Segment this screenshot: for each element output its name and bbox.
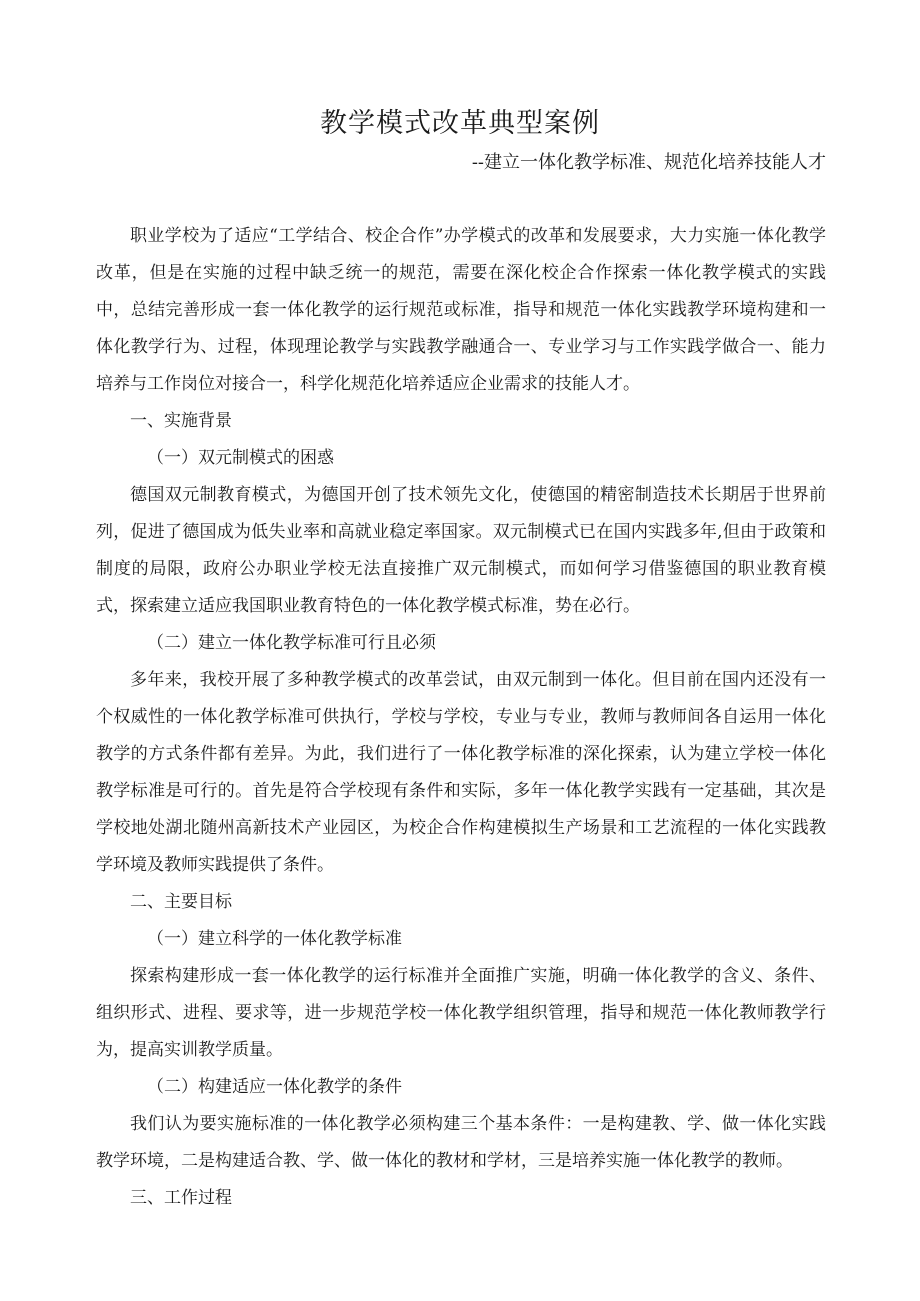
- subsection-heading-scientific-standard: （一）建立科学的一体化教学标准: [147, 929, 402, 949]
- section-heading-goals: 二、主要目标: [130, 892, 232, 912]
- subsection-heading-conditions: （二）构建适应一体化教学的条件: [147, 1077, 402, 1097]
- document-body: [96, 218, 826, 1217]
- section-heading-process: 三、工作过程: [130, 1188, 232, 1208]
- section-heading-background: 一、实施背景: [130, 411, 232, 431]
- paragraph-standard-feasible: 多年来，我校开展了多种教学模式的改革尝试，由双元制到一体化。但目前在国内还没有一个权威性的一体化教学标准可供执行，学校与学校，专业与专业，教师与教师间各自运用一体化教学的方式条件都有差异。为此，我们进行了一体化教学标准的深化探索，认为建立学校一体化教学标准是可行的。首先是符合学校现有条件和实际，多年一体化教学实践有一定基础，其次是学校地处湖北随州高新技术产业园区，为校企合作构建模拟生产场景和工艺流程的一体化实践教学环境及教师实践提供了条件。: [96, 670, 826, 875]
- subsection-heading-dual-system: （一）双元制模式的困惑: [147, 448, 334, 468]
- paragraph-dual-system: 德国双元制教育模式，为德国开创了技术领先文化，使德国的精密制造技术长期居于世界前列，促进了德国成为低失业率和高就业稳定率国家。双元制模式已在国内实践多年,但由于政策和制度的局限，政府公办职业学校无法直接推广双元制模式，而如何学习借鉴德国的职业教育模式，探索建立适应我国职业教育特色的一体化教学模式标准，势在必行。: [96, 485, 826, 616]
- document-subtitle: --建立一体化教学标准、规范化培养技能人才: [471, 152, 826, 173]
- document-title: 教学模式改革典型案例: [320, 108, 600, 139]
- intro-paragraph: 职业学校为了适应“工学结合、校企合作”办学模式的改革和发展要求，大力实施一体化教学改革，但是在实施的过程中缺乏统一的规范，需要在深化校企合作探索一体化教学模式的实践中，总结完善形成一套一体化教学的运行规范或标准，指导和规范一体化实践教学环境构建和一体化教学行为、过程，体现理论教学与实践教学融通合一、专业学习与工作实践学做合一、能力培养与工作岗位对接合一，科学化规范化培养适应企业需求的技能人才。: [96, 226, 826, 394]
- subsection-heading-standard-feasible: （二）建立一体化教学标准可行且必须: [147, 633, 436, 653]
- paragraph-scientific-standard: 探索构建形成一套一体化教学的运行标准并全面推广实施，明确一体化教学的含义、条件、组织形式、进程、要求等，进一步规范学校一体化教学组织管理，指导和规范一体化教师教学行为，提高实训教学质量。: [96, 966, 826, 1060]
- paragraph-conditions: 我们认为要实施标准的一体化教学必须构建三个基本条件：一是构建教、学、做一体化实践教学环境，二是构建适合教、学、做一体化的教材和学材，三是培养实施一体化教学的教师。: [96, 1114, 826, 1171]
